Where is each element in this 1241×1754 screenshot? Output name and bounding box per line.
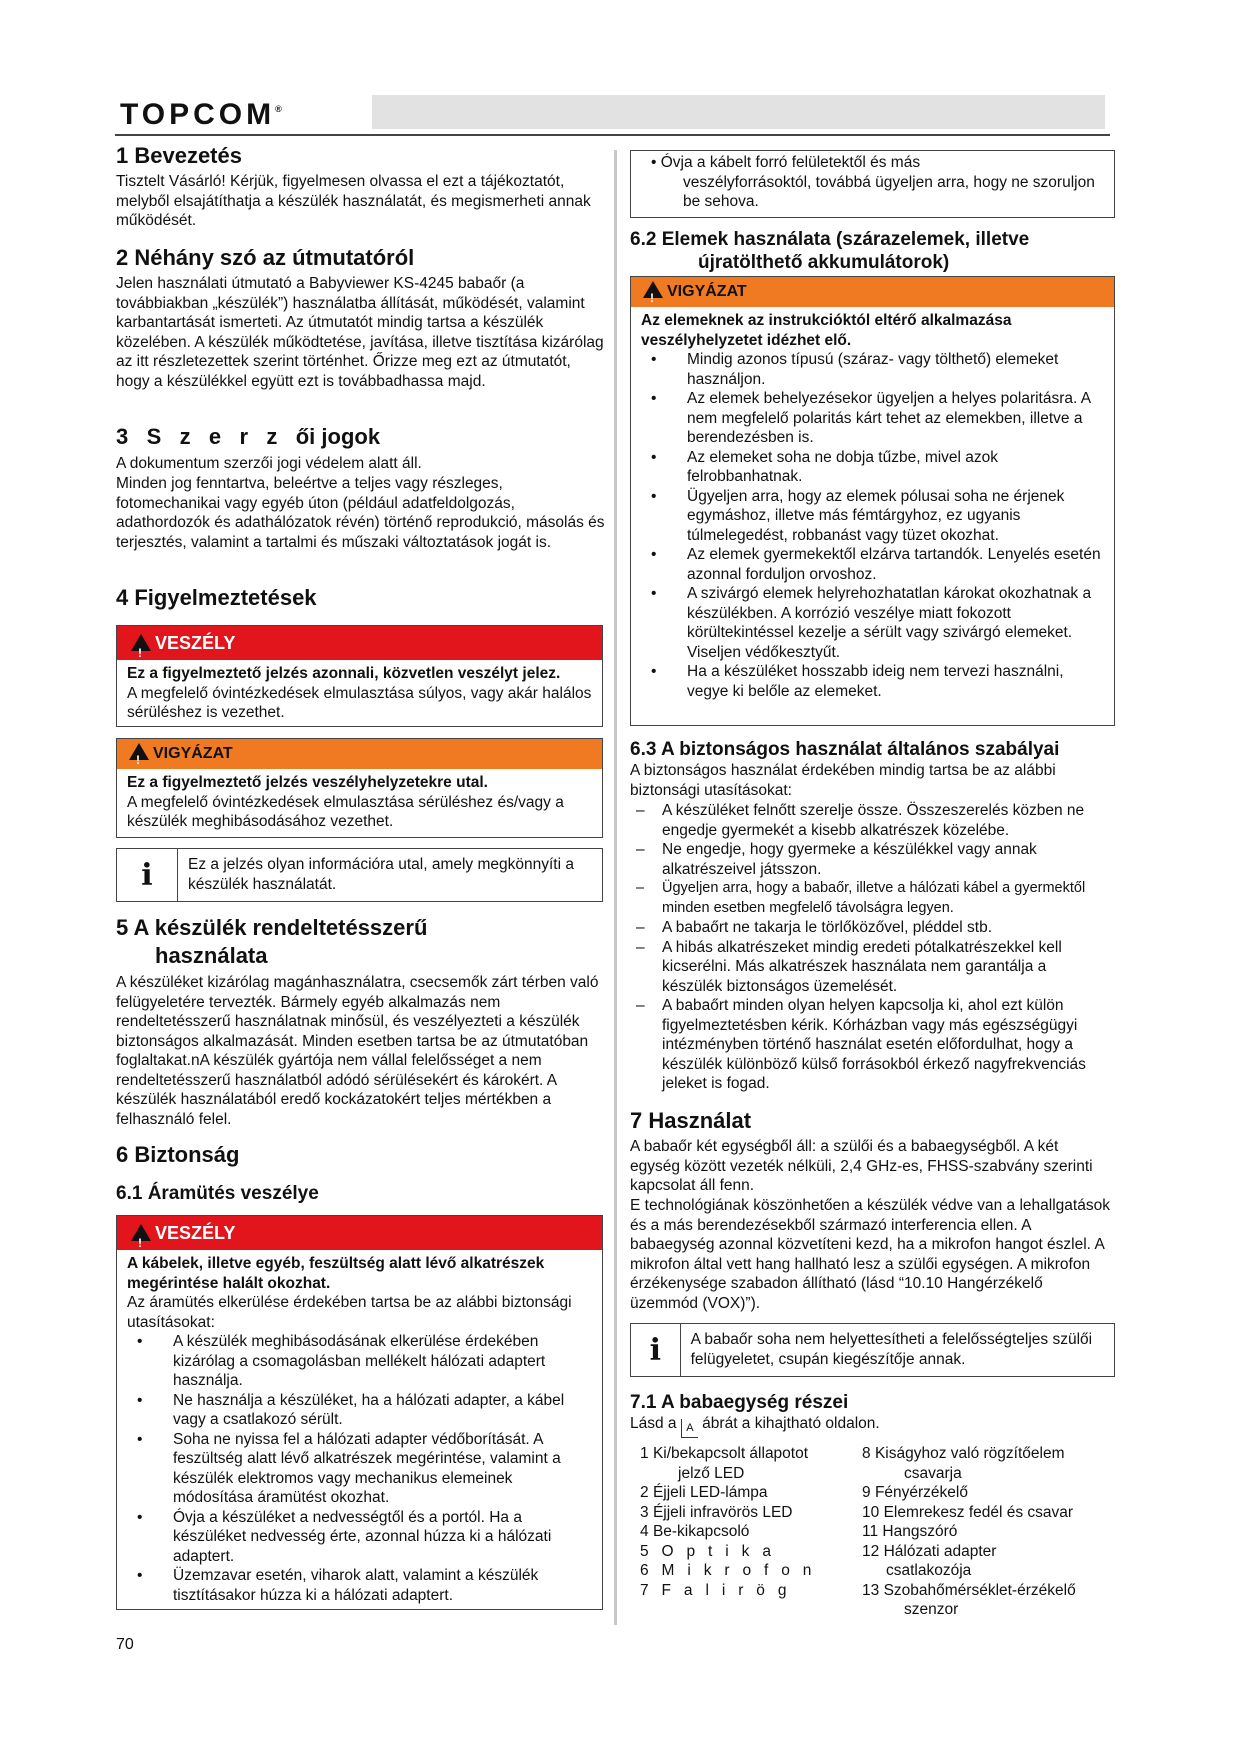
- section-5-text: A készüléket kizárólag magánhasználatra, csecsemők zárt térben való felügyeletére tervezték. Bármely egyéb alkalmazás nem rendeltetésszerű használatnak minősül, és veszélyezteti a készülék biztonságos alkalmazását. Minden esetben tartsa be az útmutatóban foglaltakat.nA készülék gyártója nem vállal felelősséget a nem rendeltetésszerű használatból adódó sérülésekért és károkért. A készülék használatából eredő kockázatokért teljes mértékben a felhasználó felel.: [116, 974, 599, 1128]
- part-item: 11 Hangszóró: [862, 1523, 958, 1540]
- danger-bold-text: Ez a figyelmeztető jelzés azonnali, közvetlen veszélyt jelez.: [127, 665, 561, 682]
- electric-danger-continued: [630, 150, 1115, 218]
- list-item-cont: veszélyforrásoktól, továbbá ügyeljen arra, hogy ne szoruljon be sehova.: [683, 173, 1095, 210]
- caution-bold-text: Ez a figyelmeztető jelzés veszélyhelyzetekre utal.: [127, 774, 488, 791]
- part-item: 1 Ki/bekapcsolt állapotot jelző LED: [640, 1445, 809, 1482]
- part-item: 5 O p t i k a: [640, 1542, 771, 1560]
- list-item: • Óvja a készüléket a nedvességtől és a portól. Ha a készüléket nedvesség érte, azonnal húzza ki a hálózati adaptert.: [137, 1508, 552, 1565]
- electric-danger-list: [127, 1332, 592, 1605]
- list-item: • Az elemek gyermekektől elzárva tartandók. Lenyelés esetén azonnal forduljon orvoshoz.: [651, 546, 1101, 583]
- section-3-text-1: A dokumentum szerzői jogi védelem alatt áll.: [116, 455, 422, 472]
- column-divider: [614, 150, 617, 1625]
- list-item: • A készülék meghibásodásának elkerülése érdekében kizárólag a csomagolásban mellékelt hálózati adaptert használja.: [137, 1333, 546, 1389]
- danger-box: [116, 625, 603, 727]
- list-item: • Mindig azonos típusú (száraz- vagy tölthető) elemeket használjon.: [651, 351, 1059, 388]
- list-item: – A babaőrt ne takarja le törlőközővel, pléddel stb.: [636, 919, 993, 936]
- section-6-title: 6 Biztonság: [116, 1142, 240, 1167]
- caution-box: [116, 738, 603, 838]
- danger-header: !VESZÉLY: [117, 626, 602, 660]
- info-text: Ez a jelzés olyan információra utal, amely megkönnyíti a készülék használatát.: [188, 856, 574, 893]
- warning-triangle-icon: [643, 281, 663, 298]
- battery-caution-box: [630, 276, 1115, 726]
- danger-text: A megfelelő óvintézkedések elmulasztása súlyos, vagy akár halálos sérüléshez is vezethet.: [127, 684, 592, 721]
- section-2-title: 2 Néhány szó az útmutatóról: [116, 245, 415, 270]
- section-7-1-text: Lásd a A ábrát a kihajtható oldalon.: [630, 1414, 880, 1438]
- section-6-3-intro: A biztonságos használat érdekében mindig tartsa be az alábbi biztonsági utasításokat:: [630, 762, 1056, 799]
- page-number: 70: [116, 1636, 134, 1653]
- part-item: 13 Szobahőmérséklet-érzékelő szenzor: [862, 1581, 1076, 1618]
- part-item: 8 Kiságyhoz való rögzítőelem csavarja: [862, 1445, 1065, 1482]
- part-item: 9 Fényérzékelő: [862, 1484, 968, 1501]
- danger-header: !VESZÉLY: [117, 1216, 602, 1250]
- list-item: – Ügyeljen arra, hogy a babaőr, illetve a hálózati kábel a gyermektől minden esetben megfelelő távolságra legyen.: [636, 880, 1086, 916]
- info-box: [116, 848, 603, 902]
- warning-triangle-icon: [129, 743, 149, 760]
- list-item: – Ne engedje, hogy gyermeke a készülékkel vagy annak alkatrészeivel játsszon.: [636, 841, 1037, 878]
- parts-table: [640, 1444, 1112, 1620]
- brand-logo: TOPCOM®: [120, 98, 282, 131]
- section-2-text: Jelen használati útmutató a Babyviewer KS-4245 babaőr (a továbbiakban „készülék”) használatba állítását, működését, valamint karbantartását ismerteti. Az útmutatót mindig tartsa a készülék közelében. A készülék működtetése, javítása, illetve tisztítása kizárólag az itt részletezettek szerint történhet. Őrizze meg ezt az útmutatót, hogy a készülékkel együtt ezt is továbbadhassa majd.: [116, 275, 604, 390]
- section-6-2-title: 6.2 Elemek használata (szárazelemek, illetve: [630, 229, 1030, 250]
- section-4-title: 4 Figyelmeztetések: [116, 585, 317, 610]
- list-item: • Az elemeket soha ne dobja tűzbe, mivel azok felrobbanhatnak.: [651, 448, 999, 485]
- section-7-title: 7 Használat: [630, 1108, 752, 1133]
- electric-danger-bold: A kábelek, illetve egyéb, feszültség alatt lévő alkatrészek megérintése halált okozhat.: [127, 1255, 545, 1292]
- electric-danger-intro: Az áramütés elkerülése érdekében tartsa be az alábbi biztonsági utasításokat:: [127, 1294, 572, 1331]
- part-item: 6 M i k r o f o n: [640, 1562, 812, 1579]
- list-item: • Soha ne nyissa fel a hálózati adapter védőborítását. A feszültség alatt lévő alkatrészek megérintése, valamint a készülék elektromos vagy mechanikus elemeinek módosítása áramütést okozhat.: [137, 1430, 561, 1506]
- section-6-3-title: 6.3 A biztonságos használat általános szabályai: [630, 739, 1060, 760]
- section-6-1-title: 6.1 Áramütés veszélye: [116, 1183, 319, 1204]
- caution-header: !VIGYÁZAT: [631, 277, 1114, 307]
- caution-header: !VIGYÁZAT: [117, 739, 602, 769]
- list-item: • Üzemzavar esetén, viharok alatt, valamint a készülék tisztításakor húzza ki a hálózati adaptert.: [137, 1567, 539, 1604]
- list-item: • Az elemek behelyezésekor ügyeljen a helyes polaritásra. A nem megfelelő polaritás kárt tehet az elemekben, illetve a berendezésben is.: [651, 390, 1091, 446]
- list-item: • Óvja a kábelt forró felületektől és más: [651, 154, 921, 171]
- list-item: – A hibás alkatrészeket mindig eredeti pótalkatrészekkel kell kicserélni. Más alkatrészek használata nem garantálja a készülék biztonságos üzemelését.: [636, 938, 1062, 995]
- section-1-text: Tisztelt Vásárló! Kérjük, figyelmesen olvassa el ezt a tájékoztatót, melyből elsajátíthatja a készülék használatát, és megismerheti annak működését.: [116, 173, 591, 229]
- list-item: – A készüléket felnőtt szerelje össze. Összeszerelés közben ne engedje gyermekét a kisebb alkatrészek közelébe.: [636, 802, 1085, 839]
- list-item: • Ne használja a készüléket, ha a hálózati adapter, a kábel vagy a csatlakozó sérült.: [137, 1391, 565, 1428]
- warning-triangle-icon: [131, 634, 151, 651]
- info-text: A babaőr soha nem helyettesítheti a felelősségteljes szülői felügyeletet, csupán kiegészítője annak.: [690, 1331, 1093, 1368]
- section-1-title: 1 Bevezetés: [116, 143, 242, 168]
- warning-triangle-icon: [131, 1224, 151, 1241]
- section-5-title: 5 A készülék rendeltetésszerű: [116, 915, 428, 940]
- list-item: – A babaőrt minden olyan helyen kapcsolja ki, ahol ezt külön figyelmeztetésben kérik. Kórházban vagy más egészségügyi intézményben történő használat esetén előfordulhat, hogy a készülék különböző külső forrásokból érkező nagyfrekvenciás jeleket is fogad.: [636, 997, 1086, 1092]
- section-3-text-2: Minden jog fenntartva, beleértve a teljes vagy részleges, fotomechanikai vagy egyéb úton (például adatfeldolgozás, adathordozók és adathálózatok révén) történő reprodukció, másolás és terjesztés, valamint a tartalmi és műszaki változtatások jogát is.: [116, 475, 605, 551]
- info-icon: i: [631, 1324, 681, 1376]
- part-item: 2 Éjjeli LED-lámpa: [640, 1484, 768, 1501]
- section-5-title-cont: használata: [155, 943, 268, 968]
- caution-text: A megfelelő óvintézkedések elmulasztása sérüléshez és/vagy a készülék meghibásodásához vezethet.: [127, 793, 564, 830]
- section-6-2-title-cont: újratölthető akkumulátorok): [698, 252, 950, 273]
- section-7-1-title: 7.1 A babaegység részei: [630, 1392, 849, 1413]
- info-box: [630, 1323, 1115, 1377]
- electric-danger-box: [116, 1215, 603, 1610]
- info-icon: i: [117, 849, 178, 901]
- list-item: • Ügyeljen arra, hogy az elemek pólusai soha ne érjenek egymáshoz, illetve más fémtárgyhoz, ez ugyanis túlmelegedést, robbanást vagy tüzet okozhat.: [651, 487, 1065, 544]
- list-item: • A szivárgó elemek helyrehozhatatlan károkat okozhatnak a készülékben. A korrózió veszélye miatt fokozott körültekintéssel kezelje a sérült vagy szivárgó elemeket. Viseljen védőkesztyűt.: [651, 585, 1092, 661]
- part-item: 3 Éjjeli infravörös LED: [640, 1503, 793, 1521]
- part-item: 12 Hálózati adapter: [862, 1542, 997, 1560]
- part-item: 4 Be-kikapcsoló: [640, 1523, 750, 1540]
- part-item: csatlakozója: [886, 1562, 972, 1579]
- part-item: 10 Elemrekesz fedél és csavar: [862, 1503, 1074, 1521]
- header-rule: [115, 134, 1110, 136]
- part-item: 7 F a l i r ö g: [640, 1581, 787, 1599]
- battery-caution-bold: Az elemeknek az instrukcióktól eltérő alkalmazása veszélyhelyzetet idézhet elő.: [641, 312, 1012, 349]
- header-bar: [372, 95, 1105, 129]
- section-3-title: 3 S z e r z ői jogok: [116, 424, 381, 449]
- section-7-text-2: E technológiának köszönhetően a készülék védve van a lehallgatások és a más berendezésekből származó interferencia ellen. A babaegység azonnal közvetíteni kezd, ha a mikrofon hangot észlel. A mikrofon által vett hang hallható lesz a szülői egységen. A mikrofon érzékenysége szabadon állítható (lásd “10.10 Hangérzékelő üzemmód (VOX)”).: [630, 1197, 1110, 1312]
- safety-rules-list: [630, 801, 1110, 1094]
- list-item: • Ha a készüléket hosszabb ideig nem tervezi használni, vegye ki belőle az elemeket.: [651, 663, 1064, 700]
- figure-ref-icon: A: [681, 1419, 698, 1438]
- section-7-text-1: A babaőr két egységből áll: a szülői és a babaegységből. A két egység között vezeték nélküli, 2,4 GHz-es, FHSS-szabvány szerinti kapcsolat áll fenn.: [630, 1138, 1093, 1194]
